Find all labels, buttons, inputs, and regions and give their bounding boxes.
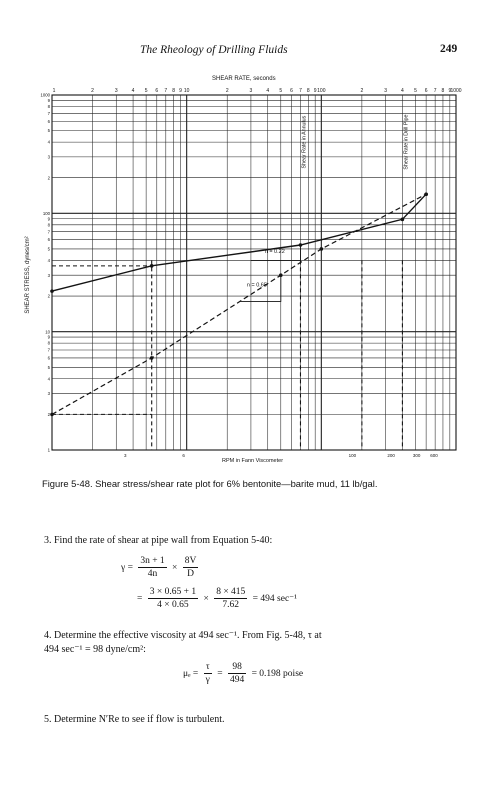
mu-symbol: μₑ = — [183, 668, 199, 679]
left-tick-label: 4 — [47, 376, 50, 382]
top-tick-label: 3 — [249, 88, 253, 94]
top-tick-label: 6 — [290, 88, 293, 94]
top-tick-label: 1 — [52, 88, 56, 94]
chart-grid — [52, 95, 456, 450]
left-tick-label: 2 — [47, 293, 50, 299]
step-4-line-2: 494 sec⁻¹ = 98 dyne/cm²: — [44, 644, 146, 655]
drill-pipe-label: Shear Rate in Drill Pipe — [403, 114, 410, 170]
fraction-numeric-2 — [214, 586, 247, 611]
plot-frame — [52, 95, 456, 450]
equation-shear-rate-numeric — [134, 586, 300, 611]
fraction-98-494 — [228, 661, 246, 686]
series-line-1 — [52, 194, 426, 291]
top-tick-label: 5 — [414, 88, 417, 94]
fraction-numerator: 8V — [184, 556, 197, 566]
top-tick-label: 8 — [306, 88, 310, 94]
left-tick-label: 8 — [47, 104, 50, 110]
top-tick-label: 8 — [441, 88, 445, 94]
left-tick-label: 8 — [47, 340, 50, 346]
left-tick-label: 8 — [47, 222, 50, 228]
top-tick-label: 9 — [179, 88, 182, 94]
bottom-tick-label: 6 — [182, 453, 185, 458]
top-tick-label: 7 — [433, 88, 437, 94]
step-3-text: 3. Find the rate of shear at pipe wall from Equation 5-40: — [44, 535, 273, 546]
left-tick-label: 2 — [47, 411, 50, 417]
left-tick-label: 6 — [47, 355, 50, 361]
bottom-tick-label: 600 — [430, 453, 438, 458]
top-tick-label: 6 — [424, 88, 428, 94]
left-axis-label: SHEAR STRESS, dynes/cm² — [25, 236, 31, 314]
fraction-denominator: D — [187, 569, 195, 579]
top-tick-label: 2 — [91, 88, 94, 94]
top-tick-label: 1000 — [450, 88, 462, 94]
fraction-numerator: 3n + 1 — [140, 556, 165, 566]
equals-symbol: = — [137, 593, 143, 604]
fraction-denominator: 7.62 — [222, 600, 240, 610]
left-tick-label: 6 — [47, 237, 50, 243]
top-axis-label: SHEAR RATE, seconds — [212, 76, 276, 82]
left-tick-label: 3 — [47, 272, 50, 278]
top-tick-label: 7 — [164, 88, 168, 94]
fraction-numerator: 3 × 0.65 + 1 — [149, 587, 197, 597]
top-tick-label: 3 — [384, 88, 387, 94]
bottom-axis-label: RPM in Fann Viscometer — [222, 458, 284, 464]
bottom-tick-label: 200 — [387, 453, 395, 458]
fraction-tau-gamma — [204, 661, 212, 686]
left-tick-label: 2 — [47, 175, 50, 181]
data-point — [424, 192, 428, 196]
fraction-numerator: 98 — [228, 661, 246, 674]
fraction-numerator: τ — [204, 661, 212, 674]
equation-shear-rate — [118, 555, 198, 580]
page-number: 249 — [440, 43, 458, 55]
data-point — [150, 356, 154, 360]
left-tick-label: 1 — [47, 447, 50, 453]
left-tick-label: 9 — [47, 216, 50, 222]
equals-symbol: = — [217, 668, 223, 679]
slope-annotation-1: n = 0.22 — [264, 249, 285, 256]
bottom-tick-label: 100 — [348, 453, 357, 458]
left-tick-label: 7 — [47, 347, 50, 353]
left-tick-label: 4 — [47, 139, 50, 145]
times-symbol: × — [172, 562, 178, 573]
top-tick-label: 4 — [131, 88, 135, 94]
left-tick-label: 3 — [47, 391, 50, 397]
annulus-label: Shear Rate in Annulus — [301, 115, 308, 169]
data-point — [50, 289, 54, 293]
top-tick-label: 8 — [172, 88, 176, 94]
fraction-numeric-1 — [148, 586, 198, 611]
viscosity-result: = 0.198 poise — [251, 668, 304, 679]
gamma-symbol: γ = — [121, 562, 133, 573]
top-tick-label: 9 — [313, 88, 317, 94]
data-point — [47, 411, 54, 417]
left-tick-label: 100 — [42, 210, 50, 216]
top-tick-label: 10 — [183, 88, 190, 94]
fraction-8v-d — [183, 555, 199, 580]
left-tick-label: 5 — [47, 128, 50, 134]
top-tick-label: 4 — [266, 88, 270, 94]
bottom-tick-label: 3 — [124, 453, 127, 458]
left-tick-label: 10 — [45, 329, 50, 335]
left-tick-label: 7 — [47, 110, 50, 116]
left-tick-label: 9 — [47, 98, 50, 104]
equation-effective-viscosity — [180, 661, 306, 686]
left-tick-label: 6 — [47, 118, 50, 124]
fraction-denominator: 4n — [147, 569, 158, 579]
running-header-title: The Rheology of Drilling Fluids — [140, 44, 288, 56]
fraction-denominator: 4 × 0.65 — [157, 600, 189, 610]
top-tick-label: 6 — [155, 88, 159, 94]
fraction-3n1-4n — [138, 555, 166, 580]
left-tick-label: 9 — [47, 334, 50, 340]
left-tick-label: 3 — [47, 154, 50, 160]
chart-annotations — [247, 115, 410, 289]
data-point — [401, 218, 405, 222]
data-point — [320, 247, 324, 251]
step-4-line-1: 4. Determine the effective viscosity at 494 sec⁻¹. From Fig. 5-48, τ at — [44, 630, 322, 641]
slope-annotation-2: n = 0.65 — [246, 282, 267, 289]
top-tick-label: 5 — [279, 88, 283, 94]
top-tick-label: 5 — [144, 88, 148, 94]
top-tick-label: 4 — [401, 88, 404, 94]
figure-caption: Figure 5-48. Shear stress/shear rate plot for 6% bentonite—barite mud, 11 lb/gal. — [42, 478, 378, 489]
left-tick-label: 1000 — [40, 92, 50, 98]
left-tick-label: 5 — [47, 246, 50, 252]
bottom-tick-label: 300 — [412, 453, 421, 458]
left-tick-label: 7 — [47, 229, 50, 235]
top-tick-label: 9 — [448, 88, 452, 94]
left-tick-label: 4 — [47, 258, 50, 264]
data-point — [150, 264, 154, 268]
shear-rate-result: = 494 sec⁻¹ — [252, 594, 298, 604]
top-tick-label: 3 — [114, 88, 118, 94]
fraction-numerator: 8 × 415 — [216, 587, 246, 597]
top-tick-label: 2 — [360, 88, 364, 94]
top-tick-label: 7 — [299, 88, 302, 94]
top-tick-label: 2 — [225, 88, 229, 94]
fraction-denominator: 494 — [229, 675, 245, 685]
left-tick-label: 5 — [47, 364, 50, 370]
step-5-text: 5. Determine N′Re to see if flow is turbulent. — [44, 714, 225, 725]
top-tick-label: 100 — [317, 88, 326, 94]
times-symbol: × — [203, 593, 209, 604]
fraction-denominator: γ — [205, 675, 210, 685]
